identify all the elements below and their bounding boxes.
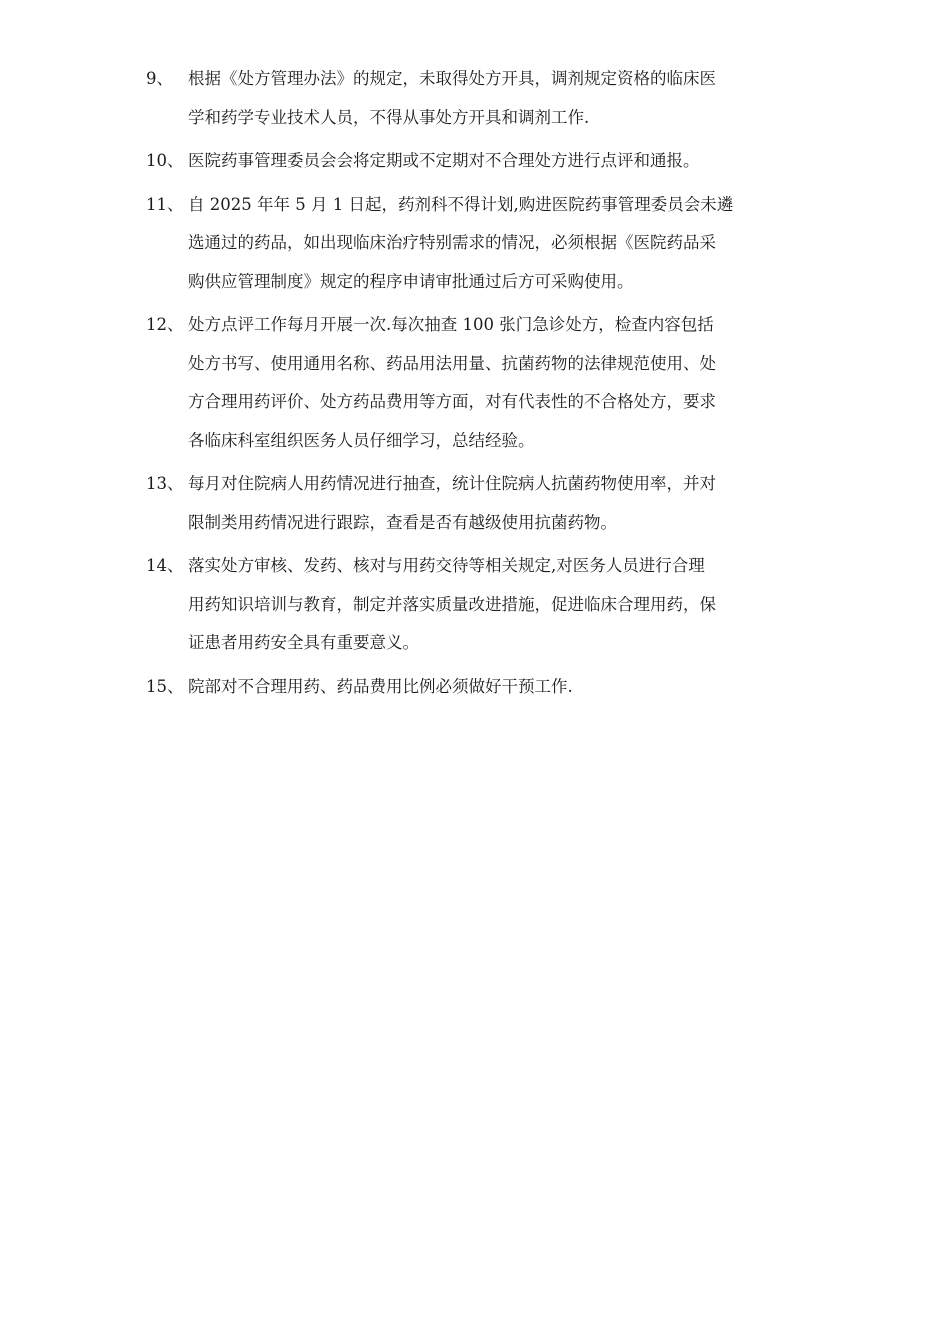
clause-line: 医院药事管理委员会会将定期或不定期对不合理处方进行点评和通报。 [188, 151, 700, 170]
clause-line: 方合理用药评价、处方药品费用等方面，对有代表性的不合格处方，要求 [188, 392, 716, 411]
clause-text [188, 465, 806, 542]
clause-line: 落实处方审核、发药、核对与用药交待等相关规定,对医务人员进行合理 [188, 556, 705, 575]
clause-line: 处方点评工作每月开展一次.每次抽查 100 张门急诊处方，检查内容包括 [188, 315, 714, 334]
clause-line: 学和药学专业技术人员，不得从事处方开具和调剂工作. [188, 107, 590, 127]
clause-15 [0, 668, 950, 707]
clause-line: 用药知识培训与教育，制定并落实质量改进措施，促进临床合理用药，保 [188, 594, 716, 614]
clause-line: 院部对不合理用药、药品费用比例必须做好干预工作. [188, 676, 573, 696]
clause-14 [0, 547, 950, 663]
clause-text [188, 306, 806, 460]
clause-number: 14、 [146, 556, 184, 575]
clause-line: 根据《处方管理办法》的规定，未取得处方开具，调剂规定资格的临床医 [188, 69, 716, 88]
clause-number: 12、 [146, 315, 184, 334]
clause-number: 9、 [146, 69, 173, 88]
clause-line: 证患者用药安全具有重要意义。 [188, 633, 419, 652]
clause-line: 各临床科室组织医务人员仔细学习，总结经验。 [188, 430, 535, 450]
clause-line: 处方书写、使用通用名称、药品用法用量、抗菌药物的法律规范使用、处 [188, 353, 716, 373]
clause-10 [0, 142, 950, 181]
clause-number: 10、 [146, 151, 184, 170]
clause-line: 购供应管理制度》规定的程序申请审批通过后方可采购使用。 [188, 271, 634, 291]
clause-number: 11、 [146, 194, 184, 214]
clause-9 [0, 60, 950, 137]
clause-line: 限制类用药情况进行跟踪，查看是否有越级使用抗菌药物。 [188, 512, 617, 532]
clause-line: 自 2025 年年 5 月 1 日起，药剂科不得计划,购进医院药事管理委员会未遴 [188, 194, 734, 214]
clause-number: 15、 [146, 676, 184, 696]
clause-12 [0, 306, 950, 460]
clause-13 [0, 465, 950, 542]
clause-list [0, 60, 950, 711]
clause-11 [0, 186, 950, 302]
clause-line: 选通过的药品，如出现临床治疗特别需求的情况，必须根据《医院药品采 [188, 233, 716, 252]
clause-text [188, 142, 806, 181]
clause-text [188, 186, 806, 302]
clause-text [188, 668, 806, 707]
clause-number: 13、 [146, 474, 184, 493]
clause-text [188, 547, 806, 663]
clause-line: 每月对住院病人用药情况进行抽查，统计住院病人抗菌药物使用率，并对 [188, 474, 716, 493]
clause-text [188, 60, 806, 137]
